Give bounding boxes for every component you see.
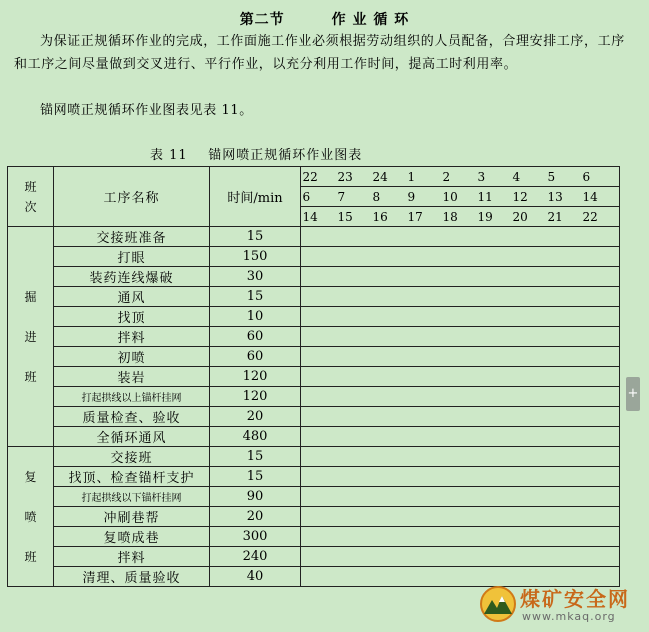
timeline-cell: [301, 307, 620, 327]
duration-cell: 15: [210, 287, 301, 307]
table-row: [8, 347, 620, 367]
process-name-cell: 通风: [54, 287, 210, 307]
timeline-cell: [301, 547, 620, 567]
timeline-cell: [301, 327, 620, 347]
table-row: [8, 467, 620, 487]
excavation-team-rows: [8, 227, 620, 447]
duration-cell: 150: [210, 247, 301, 267]
table-row: [8, 547, 620, 567]
side-expand-button[interactable]: +: [626, 377, 640, 411]
timeline-cell: [301, 507, 620, 527]
table-row: [8, 227, 620, 247]
hour-row-1: [301, 167, 620, 187]
hour-label: 18: [442, 209, 458, 224]
hour-label: 6: [302, 189, 311, 204]
timeline-cell: [301, 487, 620, 507]
process-name-cell: 找顶: [54, 307, 210, 327]
hour-label: 21: [547, 209, 563, 224]
hour-row-3: [301, 207, 620, 227]
watermark-text: 煤矿安全网: [520, 587, 630, 611]
hour-label: 17: [407, 209, 423, 224]
process-name-cell: 打起拱线以上锚杆挂网: [54, 387, 210, 407]
timeline-cell: [301, 407, 620, 427]
duration-cell: 15: [210, 447, 301, 467]
table-row: [8, 427, 620, 447]
team-reshotcrete: 复 喷 班: [8, 447, 54, 587]
process-name-cell: 初喷: [54, 347, 210, 367]
time-header: 时间/min: [210, 167, 301, 227]
duration-cell: 120: [210, 367, 301, 387]
duration-cell: 240: [210, 547, 301, 567]
process-name-cell: 复喷成巷: [54, 527, 210, 547]
table-row: [8, 447, 620, 467]
timeline-cell: [301, 247, 620, 267]
hour-label: 19: [477, 209, 493, 224]
watermark: [478, 580, 648, 630]
process-name-cell: 交接班: [54, 447, 210, 467]
table-row: [8, 327, 620, 347]
duration-cell: 30: [210, 267, 301, 287]
process-name-cell: 打起拱线以下锚杆挂网: [54, 487, 210, 507]
table-row: [8, 367, 620, 387]
hour-label: 9: [407, 189, 416, 204]
process-name-cell: 拌料: [54, 327, 210, 347]
reshotcrete-team-rows: [8, 447, 620, 587]
duration-cell: 20: [210, 507, 301, 527]
process-name-cell: 全循环通风: [54, 427, 210, 447]
process-name-cell: 打眼: [54, 247, 210, 267]
hour-label: 14: [582, 189, 598, 204]
timeline-cell: [301, 447, 620, 467]
timeline-cell: [301, 367, 620, 387]
hour-label: 12: [512, 189, 528, 204]
hour-label: 11: [477, 189, 493, 204]
cycle-schedule-table: [7, 166, 620, 587]
team-header: 班 次: [8, 167, 54, 227]
process-name-cell: 拌料: [54, 547, 210, 567]
hour-label: 13: [547, 189, 563, 204]
process-name-cell: 找顶、检查锚杆支护: [54, 467, 210, 487]
hour-label: 22: [302, 169, 318, 184]
table-caption: 表 11 锚网喷正规循环作业图表: [150, 148, 363, 163]
duration-cell: 480: [210, 427, 301, 447]
team-excavation: 掘 进 班: [8, 227, 54, 447]
hour-label: 16: [372, 209, 388, 224]
duration-cell: 90: [210, 487, 301, 507]
timeline-cell: [301, 427, 620, 447]
hour-label: 6: [582, 169, 591, 184]
hour-label: 10: [442, 189, 458, 204]
duration-cell: 60: [210, 347, 301, 367]
process-header: 工序名称: [54, 167, 210, 227]
hour-label: 7: [337, 189, 346, 204]
hour-label: 4: [512, 169, 521, 184]
duration-cell: 15: [210, 467, 301, 487]
hour-label: 23: [337, 169, 353, 184]
timeline-cell: [301, 527, 620, 547]
table-row: [8, 247, 620, 267]
duration-cell: 40: [210, 567, 301, 587]
section-title: 第二节 作 业 循 环: [239, 12, 410, 28]
duration-cell: 10: [210, 307, 301, 327]
process-name-cell: 质量检查、验收: [54, 407, 210, 427]
hour-label: 20: [512, 209, 528, 224]
process-name-cell: 冲刷巷帮: [54, 507, 210, 527]
process-name-cell: 交接班准备: [54, 227, 210, 247]
hour-label: 1: [407, 169, 416, 184]
hour-label: 8: [372, 189, 381, 204]
timeline-cell: [301, 267, 620, 287]
hour-label: 14: [302, 209, 318, 224]
table-row: [8, 267, 620, 287]
hour-label: 15: [337, 209, 353, 224]
table-row: [8, 507, 620, 527]
process-name-cell: 清理、质量验收: [54, 567, 210, 587]
table-row: [8, 407, 620, 427]
hour-label: 2: [442, 169, 451, 184]
table-row: [8, 307, 620, 327]
process-name-cell: 装药连线爆破: [54, 267, 210, 287]
duration-cell: 60: [210, 327, 301, 347]
watermark-logo-icon: [478, 580, 518, 624]
hour-label: 5: [547, 169, 556, 184]
hour-row-2: [301, 187, 620, 207]
table-row: [8, 287, 620, 307]
hour-label: 3: [477, 169, 486, 184]
duration-cell: 300: [210, 527, 301, 547]
hour-label: 24: [372, 169, 388, 184]
table-row: [8, 527, 620, 547]
intro-paragraph: 为保证正规循环作业的完成，工作面施工作业必须根据劳动组织的人员配备，合理安排工序，工序和工序之间尽量做到交叉进行、平行作业，以充分利用工作时间，提高工时利用率。: [14, 34, 625, 72]
process-name-cell: 装岩: [54, 367, 210, 387]
timeline-cell: [301, 287, 620, 307]
duration-cell: 20: [210, 407, 301, 427]
table-row: [8, 487, 620, 507]
table-row: [8, 387, 620, 407]
timeline-cell: [301, 467, 620, 487]
hour-label: 22: [582, 209, 598, 224]
timeline-cell: [301, 387, 620, 407]
reference-paragraph: 锚网喷正规循环作业图表见表 11。: [40, 103, 253, 118]
duration-cell: 15: [210, 227, 301, 247]
timeline-cell: [301, 347, 620, 367]
duration-cell: 120: [210, 387, 301, 407]
watermark-url: www.mkaq.org: [522, 610, 616, 623]
timeline-cell: [301, 227, 620, 247]
